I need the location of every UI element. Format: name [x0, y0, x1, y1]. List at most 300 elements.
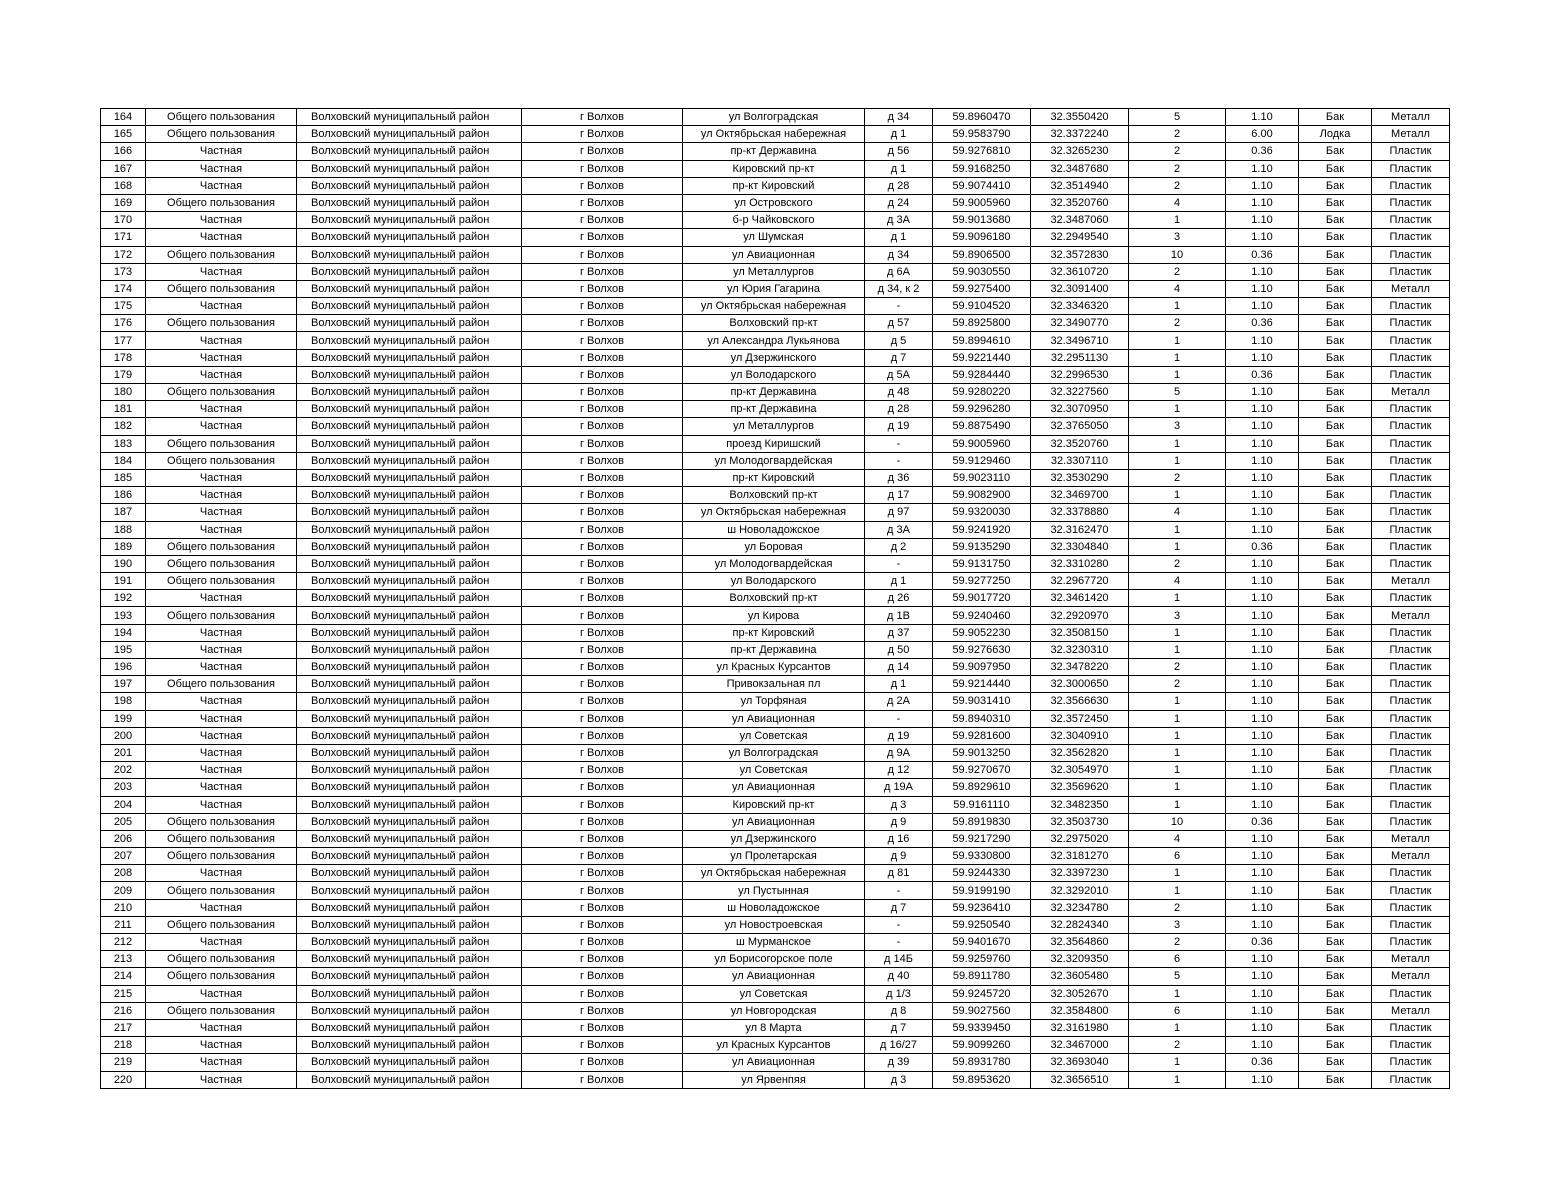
cell-house-number: д 28	[865, 401, 933, 418]
cell-longitude: 32.3052670	[1031, 985, 1129, 1002]
cell-container-count: 1	[1129, 762, 1226, 779]
cell-city: г Волхов	[522, 246, 683, 263]
cell-house-number: д 1	[865, 229, 933, 246]
cell-street: ул Авиационная	[683, 813, 865, 830]
cell-ownership-type: Частная	[146, 1054, 297, 1071]
cell-ownership-type: Частная	[146, 899, 297, 916]
cell-city: г Волхов	[522, 624, 683, 641]
cell-longitude: 32.3566630	[1031, 693, 1129, 710]
cell-house-number: -	[865, 882, 933, 899]
cell-row-number: 199	[101, 710, 146, 727]
cell-container-material: Пластик	[1372, 744, 1450, 761]
cell-container-type: Бак	[1299, 332, 1372, 349]
cell-row-number: 167	[101, 160, 146, 177]
cell-container-volume: 1.10	[1226, 1019, 1299, 1036]
cell-container-type: Бак	[1299, 160, 1372, 177]
cell-container-count: 1	[1129, 487, 1226, 504]
cell-row-number: 183	[101, 435, 146, 452]
cell-row-number: 216	[101, 1002, 146, 1019]
cell-container-volume: 1.10	[1226, 607, 1299, 624]
table-row	[101, 177, 1450, 194]
cell-container-count: 10	[1129, 813, 1226, 830]
cell-city: г Волхов	[522, 160, 683, 177]
cell-container-material: Пластик	[1372, 332, 1450, 349]
cell-district: Волховский муниципальный район	[297, 727, 522, 744]
cell-latitude: 59.9013250	[933, 744, 1031, 761]
cell-house-number: д 19	[865, 727, 933, 744]
cell-container-count: 2	[1129, 469, 1226, 486]
cell-longitude: 32.2920970	[1031, 607, 1129, 624]
cell-container-material: Пластик	[1372, 555, 1450, 572]
cell-container-type: Бак	[1299, 693, 1372, 710]
table-row	[101, 934, 1450, 951]
cell-container-count: 1	[1129, 865, 1226, 882]
cell-ownership-type: Частная	[146, 349, 297, 366]
cell-container-volume: 6.00	[1226, 126, 1299, 143]
cell-street: ул Володарского	[683, 366, 865, 383]
cell-container-material: Металл	[1372, 848, 1450, 865]
cell-district: Волховский муниципальный район	[297, 813, 522, 830]
cell-container-material: Пластик	[1372, 624, 1450, 641]
table-row	[101, 744, 1450, 761]
cell-container-type: Бак	[1299, 538, 1372, 555]
cell-container-volume: 1.10	[1226, 504, 1299, 521]
cell-ownership-type: Общего пользования	[146, 813, 297, 830]
cell-container-count: 4	[1129, 280, 1226, 297]
table-row	[101, 830, 1450, 847]
cell-longitude: 32.3209350	[1031, 951, 1129, 968]
cell-street: ул Островского	[683, 194, 865, 211]
cell-container-material: Пластик	[1372, 160, 1450, 177]
cell-house-number: д 57	[865, 315, 933, 332]
cell-ownership-type: Общего пользования	[146, 126, 297, 143]
cell-city: г Волхов	[522, 882, 683, 899]
cell-city: г Волхов	[522, 951, 683, 968]
cell-longitude: 32.3765050	[1031, 418, 1129, 435]
cell-street: ул 8 Марта	[683, 1019, 865, 1036]
cell-house-number: д 6А	[865, 263, 933, 280]
table-row	[101, 641, 1450, 658]
cell-city: г Волхов	[522, 384, 683, 401]
cell-container-material: Пластик	[1372, 263, 1450, 280]
cell-row-number: 220	[101, 1071, 146, 1088]
table-row	[101, 194, 1450, 211]
cell-longitude: 32.2975020	[1031, 830, 1129, 847]
cell-container-count: 5	[1129, 968, 1226, 985]
cell-container-material: Пластик	[1372, 246, 1450, 263]
table-row	[101, 469, 1450, 486]
cell-latitude: 59.8931780	[933, 1054, 1031, 1071]
cell-street: ул Боровая	[683, 538, 865, 555]
cell-row-number: 192	[101, 590, 146, 607]
cell-container-material: Пластик	[1372, 177, 1450, 194]
cell-house-number: д 7	[865, 349, 933, 366]
cell-district: Волховский муниципальный район	[297, 452, 522, 469]
cell-longitude: 32.3292010	[1031, 882, 1129, 899]
cell-container-type: Бак	[1299, 607, 1372, 624]
cell-container-count: 2	[1129, 315, 1226, 332]
cell-row-number: 189	[101, 538, 146, 555]
table-row	[101, 607, 1450, 624]
cell-latitude: 59.8925800	[933, 315, 1031, 332]
cell-ownership-type: Общего пользования	[146, 848, 297, 865]
cell-ownership-type: Общего пользования	[146, 676, 297, 693]
table-row	[101, 384, 1450, 401]
cell-ownership-type: Общего пользования	[146, 246, 297, 263]
cell-street: ул Пролетарская	[683, 848, 865, 865]
table-row	[101, 796, 1450, 813]
cell-longitude: 32.3564860	[1031, 934, 1129, 951]
cell-container-material: Пластик	[1372, 762, 1450, 779]
cell-container-material: Пластик	[1372, 194, 1450, 211]
cell-row-number: 206	[101, 830, 146, 847]
cell-city: г Волхов	[522, 1037, 683, 1054]
cell-latitude: 59.9339450	[933, 1019, 1031, 1036]
cell-container-type: Бак	[1299, 315, 1372, 332]
cell-latitude: 59.9320030	[933, 504, 1031, 521]
table-row	[101, 315, 1450, 332]
cell-house-number: д 9	[865, 813, 933, 830]
cell-container-type: Бак	[1299, 349, 1372, 366]
cell-container-material: Пластик	[1372, 469, 1450, 486]
cell-latitude: 59.9330800	[933, 848, 1031, 865]
cell-ownership-type: Частная	[146, 641, 297, 658]
cell-ownership-type: Частная	[146, 521, 297, 538]
cell-latitude: 59.8875490	[933, 418, 1031, 435]
cell-street: б-р Чайковского	[683, 212, 865, 229]
cell-house-number: д 9	[865, 848, 933, 865]
cell-container-material: Металл	[1372, 384, 1450, 401]
table-row	[101, 212, 1450, 229]
cell-container-material: Пластик	[1372, 985, 1450, 1002]
cell-latitude: 59.9276630	[933, 641, 1031, 658]
cell-house-number: д 34, к 2	[865, 280, 933, 297]
cell-container-material: Пластик	[1372, 659, 1450, 676]
cell-container-volume: 1.10	[1226, 418, 1299, 435]
cell-container-type: Бак	[1299, 710, 1372, 727]
cell-container-type: Бак	[1299, 401, 1372, 418]
cell-district: Волховский муниципальный район	[297, 143, 522, 160]
cell-latitude: 59.9082900	[933, 487, 1031, 504]
table-row	[101, 521, 1450, 538]
cell-district: Волховский муниципальный район	[297, 349, 522, 366]
cell-container-count: 5	[1129, 109, 1226, 126]
cell-house-number: д 3А	[865, 212, 933, 229]
cell-ownership-type: Частная	[146, 659, 297, 676]
cell-house-number: д 37	[865, 624, 933, 641]
cell-ownership-type: Частная	[146, 865, 297, 882]
cell-ownership-type: Частная	[146, 779, 297, 796]
cell-longitude: 32.3562820	[1031, 744, 1129, 761]
cell-container-type: Бак	[1299, 590, 1372, 607]
cell-row-number: 165	[101, 126, 146, 143]
cell-container-volume: 0.36	[1226, 934, 1299, 951]
cell-city: г Волхов	[522, 710, 683, 727]
cell-container-material: Пластик	[1372, 366, 1450, 383]
cell-ownership-type: Общего пользования	[146, 830, 297, 847]
cell-latitude: 59.8953620	[933, 1071, 1031, 1088]
cell-latitude: 59.9005960	[933, 435, 1031, 452]
cell-latitude: 59.9236410	[933, 899, 1031, 916]
cell-street: ул Авиационная	[683, 710, 865, 727]
cell-house-number: д 3А	[865, 521, 933, 538]
cell-container-volume: 0.36	[1226, 1054, 1299, 1071]
cell-latitude: 59.9074410	[933, 177, 1031, 194]
cell-latitude: 59.9276810	[933, 143, 1031, 160]
cell-container-material: Пластик	[1372, 1054, 1450, 1071]
cell-longitude: 32.3656510	[1031, 1071, 1129, 1088]
cell-container-count: 2	[1129, 177, 1226, 194]
cell-latitude: 59.9013680	[933, 212, 1031, 229]
cell-container-count: 2	[1129, 555, 1226, 572]
cell-latitude: 59.9296280	[933, 401, 1031, 418]
cell-district: Волховский муниципальный район	[297, 229, 522, 246]
cell-container-material: Пластик	[1372, 298, 1450, 315]
cell-container-volume: 1.10	[1226, 435, 1299, 452]
cell-container-count: 1	[1129, 1019, 1226, 1036]
table-row	[101, 968, 1450, 985]
cell-latitude: 59.9096180	[933, 229, 1031, 246]
table-row	[101, 710, 1450, 727]
cell-ownership-type: Общего пользования	[146, 280, 297, 297]
cell-container-volume: 1.10	[1226, 916, 1299, 933]
cell-city: г Волхов	[522, 315, 683, 332]
cell-street: Кировский пр-кт	[683, 160, 865, 177]
cell-container-type: Бак	[1299, 899, 1372, 916]
cell-container-volume: 0.36	[1226, 143, 1299, 160]
cell-ownership-type: Частная	[146, 143, 297, 160]
cell-street: ул Советская	[683, 985, 865, 1002]
cell-street: ул Авиационная	[683, 779, 865, 796]
cell-longitude: 32.3469700	[1031, 487, 1129, 504]
cell-container-type: Бак	[1299, 555, 1372, 572]
cell-street: ш Мурманское	[683, 934, 865, 951]
cell-district: Волховский муниципальный район	[297, 573, 522, 590]
table-row	[101, 813, 1450, 830]
cell-container-material: Пластик	[1372, 418, 1450, 435]
cell-district: Волховский муниципальный район	[297, 762, 522, 779]
cell-container-material: Пластик	[1372, 143, 1450, 160]
cell-street: Кировский пр-кт	[683, 796, 865, 813]
cell-container-count: 1	[1129, 624, 1226, 641]
cell-longitude: 32.3584800	[1031, 1002, 1129, 1019]
table-row	[101, 555, 1450, 572]
cell-district: Волховский муниципальный район	[297, 469, 522, 486]
cell-container-count: 1	[1129, 366, 1226, 383]
cell-house-number: д 48	[865, 384, 933, 401]
cell-district: Волховский муниципальный район	[297, 710, 522, 727]
cell-container-material: Пластик	[1372, 865, 1450, 882]
cell-house-number: д 1	[865, 126, 933, 143]
cell-city: г Волхов	[522, 1054, 683, 1071]
cell-container-type: Бак	[1299, 985, 1372, 1002]
cell-longitude: 32.3054970	[1031, 762, 1129, 779]
cell-container-count: 3	[1129, 229, 1226, 246]
cell-city: г Волхов	[522, 109, 683, 126]
table-row	[101, 332, 1450, 349]
cell-row-number: 186	[101, 487, 146, 504]
cell-row-number: 209	[101, 882, 146, 899]
cell-street: ул Советская	[683, 762, 865, 779]
cell-ownership-type: Частная	[146, 1071, 297, 1088]
cell-longitude: 32.3490770	[1031, 315, 1129, 332]
cell-house-number: -	[865, 934, 933, 951]
cell-house-number: д 19А	[865, 779, 933, 796]
table-row	[101, 624, 1450, 641]
cell-house-number: д 14	[865, 659, 933, 676]
cell-latitude: 59.9217290	[933, 830, 1031, 847]
cell-container-type: Лодка	[1299, 126, 1372, 143]
cell-container-count: 1	[1129, 744, 1226, 761]
cell-city: г Волхов	[522, 916, 683, 933]
cell-latitude: 59.9131750	[933, 555, 1031, 572]
cell-house-number: д 12	[865, 762, 933, 779]
cell-container-type: Бак	[1299, 916, 1372, 933]
table-row	[101, 504, 1450, 521]
table-row	[101, 693, 1450, 710]
cell-street: Волховский пр-кт	[683, 315, 865, 332]
cell-container-count: 1	[1129, 538, 1226, 555]
cell-street: ул Торфяная	[683, 693, 865, 710]
cell-ownership-type: Частная	[146, 160, 297, 177]
cell-street: ул Металлургов	[683, 418, 865, 435]
cell-street: ул Новостроевская	[683, 916, 865, 933]
table-row	[101, 229, 1450, 246]
cell-district: Волховский муниципальный район	[297, 882, 522, 899]
cell-container-volume: 1.10	[1226, 624, 1299, 641]
cell-container-volume: 1.10	[1226, 212, 1299, 229]
cell-district: Волховский муниципальный район	[297, 1019, 522, 1036]
cell-ownership-type: Частная	[146, 469, 297, 486]
cell-ownership-type: Частная	[146, 401, 297, 418]
cell-house-number: д 5	[865, 332, 933, 349]
cell-row-number: 187	[101, 504, 146, 521]
table-row	[101, 246, 1450, 263]
cell-ownership-type: Частная	[146, 418, 297, 435]
cell-longitude: 32.3482350	[1031, 796, 1129, 813]
cell-container-type: Бак	[1299, 1037, 1372, 1054]
cell-house-number: д 3	[865, 1071, 933, 1088]
cell-latitude: 59.9023110	[933, 469, 1031, 486]
cell-district: Волховский муниципальный район	[297, 934, 522, 951]
cell-latitude: 59.9241920	[933, 521, 1031, 538]
cell-row-number: 217	[101, 1019, 146, 1036]
table-row	[101, 143, 1450, 160]
cell-district: Волховский муниципальный район	[297, 315, 522, 332]
cell-city: г Волхов	[522, 555, 683, 572]
table-row	[101, 435, 1450, 452]
cell-row-number: 218	[101, 1037, 146, 1054]
cell-house-number: д 1В	[865, 607, 933, 624]
cell-container-type: Бак	[1299, 246, 1372, 263]
cell-row-number: 213	[101, 951, 146, 968]
table-row	[101, 951, 1450, 968]
cell-container-type: Бак	[1299, 934, 1372, 951]
cell-city: г Волхов	[522, 796, 683, 813]
cell-house-number: -	[865, 916, 933, 933]
cell-container-volume: 0.36	[1226, 538, 1299, 555]
cell-city: г Волхов	[522, 521, 683, 538]
cell-city: г Волхов	[522, 968, 683, 985]
table-row	[101, 1019, 1450, 1036]
cell-city: г Волхов	[522, 143, 683, 160]
cell-longitude: 32.3487060	[1031, 212, 1129, 229]
cell-ownership-type: Частная	[146, 504, 297, 521]
cell-house-number: д 2	[865, 538, 933, 555]
cell-ownership-type: Общего пользования	[146, 573, 297, 590]
cell-container-volume: 1.10	[1226, 401, 1299, 418]
cell-longitude: 32.3091400	[1031, 280, 1129, 297]
table-row	[101, 298, 1450, 315]
cell-longitude: 32.3307110	[1031, 452, 1129, 469]
cell-city: г Волхов	[522, 280, 683, 297]
cell-longitude: 32.3520760	[1031, 194, 1129, 211]
cell-latitude: 59.9284440	[933, 366, 1031, 383]
cell-city: г Волхов	[522, 848, 683, 865]
cell-row-number: 168	[101, 177, 146, 194]
cell-house-number: д 14Б	[865, 951, 933, 968]
cell-district: Волховский муниципальный район	[297, 607, 522, 624]
cell-street: Волховский пр-кт	[683, 487, 865, 504]
cell-longitude: 32.3572830	[1031, 246, 1129, 263]
cell-ownership-type: Частная	[146, 229, 297, 246]
cell-container-volume: 1.10	[1226, 573, 1299, 590]
cell-city: г Волхов	[522, 590, 683, 607]
table-row	[101, 865, 1450, 882]
cell-row-number: 208	[101, 865, 146, 882]
cell-street: ул Октябрьская набережная	[683, 126, 865, 143]
cell-longitude: 32.3397230	[1031, 865, 1129, 882]
cell-container-count: 1	[1129, 1054, 1226, 1071]
cell-city: г Волхов	[522, 418, 683, 435]
cell-street: ул Дзержинского	[683, 830, 865, 847]
cell-longitude: 32.3503730	[1031, 813, 1129, 830]
table-row	[101, 1054, 1450, 1071]
cell-ownership-type: Частная	[146, 985, 297, 1002]
cell-house-number: д 97	[865, 504, 933, 521]
cell-ownership-type: Общего пользования	[146, 882, 297, 899]
cell-longitude: 32.2824340	[1031, 916, 1129, 933]
cell-city: г Волхов	[522, 538, 683, 555]
cell-city: г Волхов	[522, 177, 683, 194]
cell-ownership-type: Частная	[146, 1019, 297, 1036]
cell-city: г Волхов	[522, 366, 683, 383]
cell-district: Волховский муниципальный район	[297, 212, 522, 229]
cell-latitude: 59.9281600	[933, 727, 1031, 744]
cell-district: Волховский муниципальный район	[297, 435, 522, 452]
cell-container-count: 2	[1129, 676, 1226, 693]
cell-container-material: Пластик	[1372, 710, 1450, 727]
cell-row-number: 181	[101, 401, 146, 418]
cell-container-count: 2	[1129, 1037, 1226, 1054]
cell-container-material: Пластик	[1372, 401, 1450, 418]
cell-container-material: Пластик	[1372, 727, 1450, 744]
cell-longitude: 32.3181270	[1031, 848, 1129, 865]
cell-street: ул Володарского	[683, 573, 865, 590]
cell-latitude: 59.9099260	[933, 1037, 1031, 1054]
cell-city: г Волхов	[522, 934, 683, 951]
cell-container-type: Бак	[1299, 830, 1372, 847]
cell-latitude: 59.9199190	[933, 882, 1031, 899]
cell-district: Волховский муниципальный район	[297, 177, 522, 194]
cell-container-count: 1	[1129, 882, 1226, 899]
cell-district: Волховский муниципальный район	[297, 796, 522, 813]
table-row	[101, 573, 1450, 590]
cell-container-type: Бак	[1299, 366, 1372, 383]
table-row	[101, 126, 1450, 143]
cell-district: Волховский муниципальный район	[297, 384, 522, 401]
cell-row-number: 195	[101, 641, 146, 658]
